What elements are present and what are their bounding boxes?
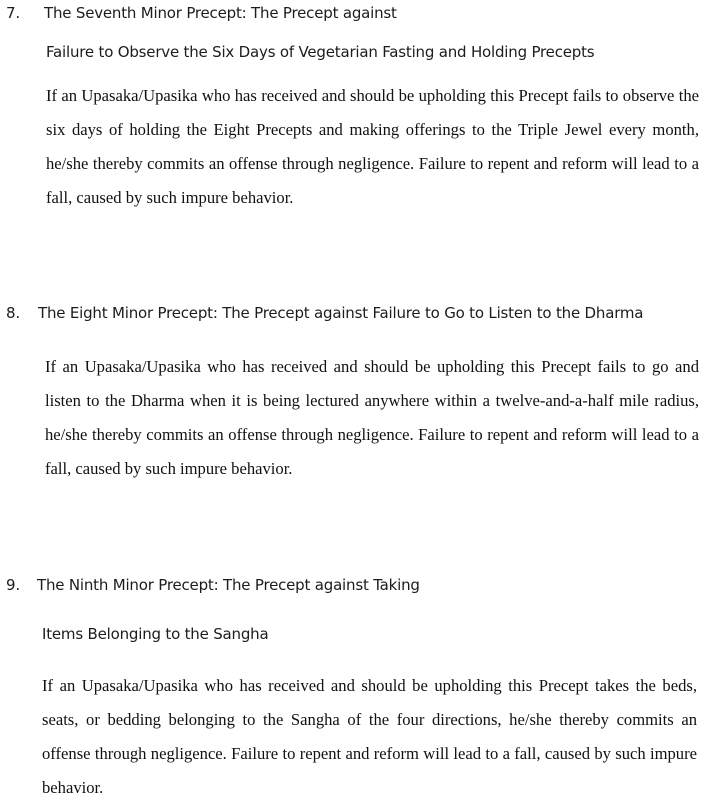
precept-8-title: The Eight Minor Precept: The Precept against Failure to Go to Listen to the Dharma xyxy=(38,304,644,322)
precept-9-subtitle: Items Belonging to the Sangha xyxy=(42,625,269,643)
precept-9-number: 9. xyxy=(6,576,20,594)
precept-7-subtitle: Failure to Observe the Six Days of Vegetarian Fasting and Holding Precepts xyxy=(46,43,595,61)
precept-8-number: 8. xyxy=(6,304,20,322)
precept-8-heading xyxy=(6,304,643,322)
precept-7-heading xyxy=(6,4,397,22)
precept-9-body: If an Upasaka/Upasika who has received and should be upholding this Precept takes the beds, seats, or bedding belonging to the Sangha of the four directions, he/she thereby commits an offense through negligence. Failure to repent and reform will lead to a fall, caused by such impure behavior. xyxy=(42,676,697,797)
precept-7-body: If an Upasaka/Upasika who has received and should be upholding this Precept fails to observe the six days of holding the Eight Precepts and making offerings to the Triple Jewel every month, he/she thereby commits an offense through negligence. Failure to repent and reform will lead to a fall, caused by such impure behavior. xyxy=(46,86,699,207)
precept-9-title: The Ninth Minor Precept: The Precept against Taking xyxy=(37,576,420,594)
precept-8-body: If an Upasaka/Upasika who has received and should be upholding this Precept fails to go and listen to the Dharma when it is being lectured anywhere within a twelve-and-a-half mile radius, he/she thereby commits an offense through negligence. Failure to repent and reform will lead to a fall, caused by such impure behavior. xyxy=(45,357,699,478)
precept-9-heading xyxy=(6,576,420,594)
precept-7-number: 7. xyxy=(6,4,20,22)
precept-7-title: The Seventh Minor Precept: The Precept against xyxy=(44,4,397,22)
